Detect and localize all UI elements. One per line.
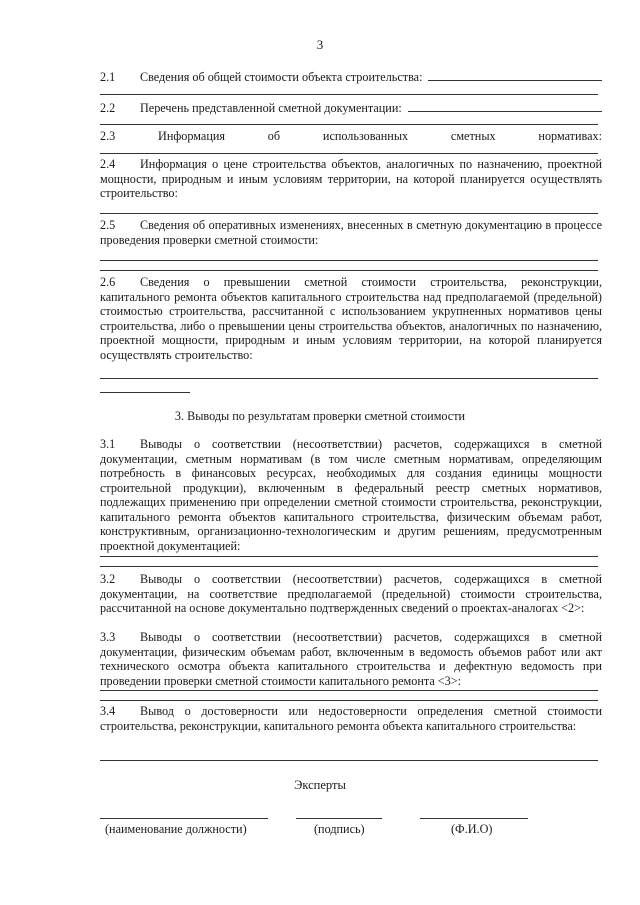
item-text bbox=[100, 218, 602, 247]
fill-line bbox=[428, 69, 602, 81]
fill-line bbox=[100, 213, 598, 214]
item-2-2 bbox=[100, 100, 602, 116]
item-2-5 bbox=[100, 218, 602, 247]
item-text: Перечень представленной сметной документации: bbox=[140, 101, 402, 115]
item-body: Сведения об оперативных изменениях, внесенных в сметную документацию в процессе проведения проверки сметной стоимости: bbox=[100, 218, 602, 247]
item-number: 2.4 bbox=[100, 157, 116, 171]
item-number: 3.3 bbox=[100, 630, 116, 644]
fill-line bbox=[100, 700, 598, 701]
signature-caption: (подпись) bbox=[314, 822, 365, 836]
fill-line bbox=[100, 566, 598, 567]
fill-line bbox=[100, 760, 598, 761]
item-3-1 bbox=[100, 437, 602, 553]
item-number: 3.4 bbox=[100, 704, 116, 718]
position-caption: (наименование должности) bbox=[105, 822, 247, 836]
item-text bbox=[100, 157, 602, 201]
item-2-6 bbox=[100, 275, 602, 362]
item-body: Выводы о соответствии (несоответствии) расчетов, содержащихся в сметной документации, физическим объемам работ, включенным в ведомость объемов работ или акт технического осмотра объекта капитального строительства и дефектную ведомость при проведении проверки сметной стоимости капитального ремонта <3>: bbox=[100, 630, 602, 688]
name-caption: (Ф.И.О) bbox=[451, 822, 493, 836]
page-number: 3 bbox=[316, 37, 324, 52]
fill-line bbox=[100, 378, 598, 379]
item-number: 2.6 bbox=[100, 275, 116, 289]
fill-line bbox=[100, 392, 190, 393]
item-2-3 bbox=[100, 129, 602, 144]
section-heading: 3. Выводы по результатам проверки сметной стоимости bbox=[174, 409, 466, 423]
item-text bbox=[100, 437, 602, 553]
item-number: 2.2 bbox=[100, 101, 116, 115]
item-text bbox=[100, 630, 602, 688]
item-3-4 bbox=[100, 704, 602, 733]
position-line bbox=[100, 818, 268, 819]
item-2-1 bbox=[100, 69, 602, 85]
item-number: 2.5 bbox=[100, 218, 116, 232]
fill-line bbox=[100, 153, 598, 154]
item-body: Выводы о соответствии (несоответствии) расчетов, содержащихся в сметной документации, сметным нормативам (в том числе сметным нормативам, определяющим потребность в финансовых ресурсах, необходимых для создания единицы мощности строительной продукции), включенным в федеральный реестр сметных нормативов, подлежащих применению при определении сметной стоимости строительства, реконструкции, капитального ремонта объектов капитального строительства, физическим объемам работ, конструктивным, организационно-технологическим и другим решениям, предусмотренным проектной документацией: bbox=[100, 437, 602, 553]
item-text: 2.3 Информация об использованных сметных нормативах: bbox=[100, 129, 602, 143]
item-body: Сведения о превышении сметной стоимости строительства, реконструкции, капитального ремонта объектов капитального строительства над предполагаемой (предельной) стоимостью строительства, рассчитанной с использованием укрупненных нормативов цены строительства, либо о превышении цены строительства объектов, аналогичных по назначению, проектной мощности, природным и иным условиям территории, на которой планируется осуществлять строительство: bbox=[100, 275, 602, 362]
fill-line bbox=[100, 270, 598, 271]
item-3-2 bbox=[100, 572, 602, 616]
item-text: Сведения об общей стоимости объекта строительства: bbox=[140, 70, 423, 84]
item-text bbox=[100, 572, 602, 616]
item-text bbox=[100, 704, 602, 733]
fill-line bbox=[100, 94, 598, 95]
item-2-4 bbox=[100, 157, 602, 201]
item-body: Информация о цене строительства объектов, аналогичных по назначению, проектной мощности, природным и иным условиям территории, на которой планируется осуществлять строительство: bbox=[100, 157, 602, 200]
item-text bbox=[100, 275, 602, 362]
name-line bbox=[420, 818, 528, 819]
fill-line bbox=[408, 100, 602, 112]
item-number: 3.1 bbox=[100, 437, 116, 451]
fill-line bbox=[100, 260, 598, 261]
item-number: 2.1 bbox=[100, 70, 116, 84]
fill-line bbox=[100, 556, 598, 557]
item-3-3 bbox=[100, 630, 602, 688]
fill-line bbox=[100, 690, 598, 691]
signature-line bbox=[296, 818, 382, 819]
experts-title: Эксперты bbox=[294, 778, 346, 792]
fill-line bbox=[100, 124, 598, 125]
item-body: Выводы о соответствии (несоответствии) расчетов, содержащихся в сметной документации, на соответствие предполагаемой (предельной) стоимости строительства, рассчитанной на основе документально подтвержденных сведений о проектах-аналогах <2>: bbox=[100, 572, 602, 615]
item-number: 3.2 bbox=[100, 572, 116, 586]
item-body: Вывод о достоверности или недостоверности определения сметной стоимости строительства, реконструкции, капитального ремонта объекта капитального строительства: bbox=[100, 704, 602, 733]
